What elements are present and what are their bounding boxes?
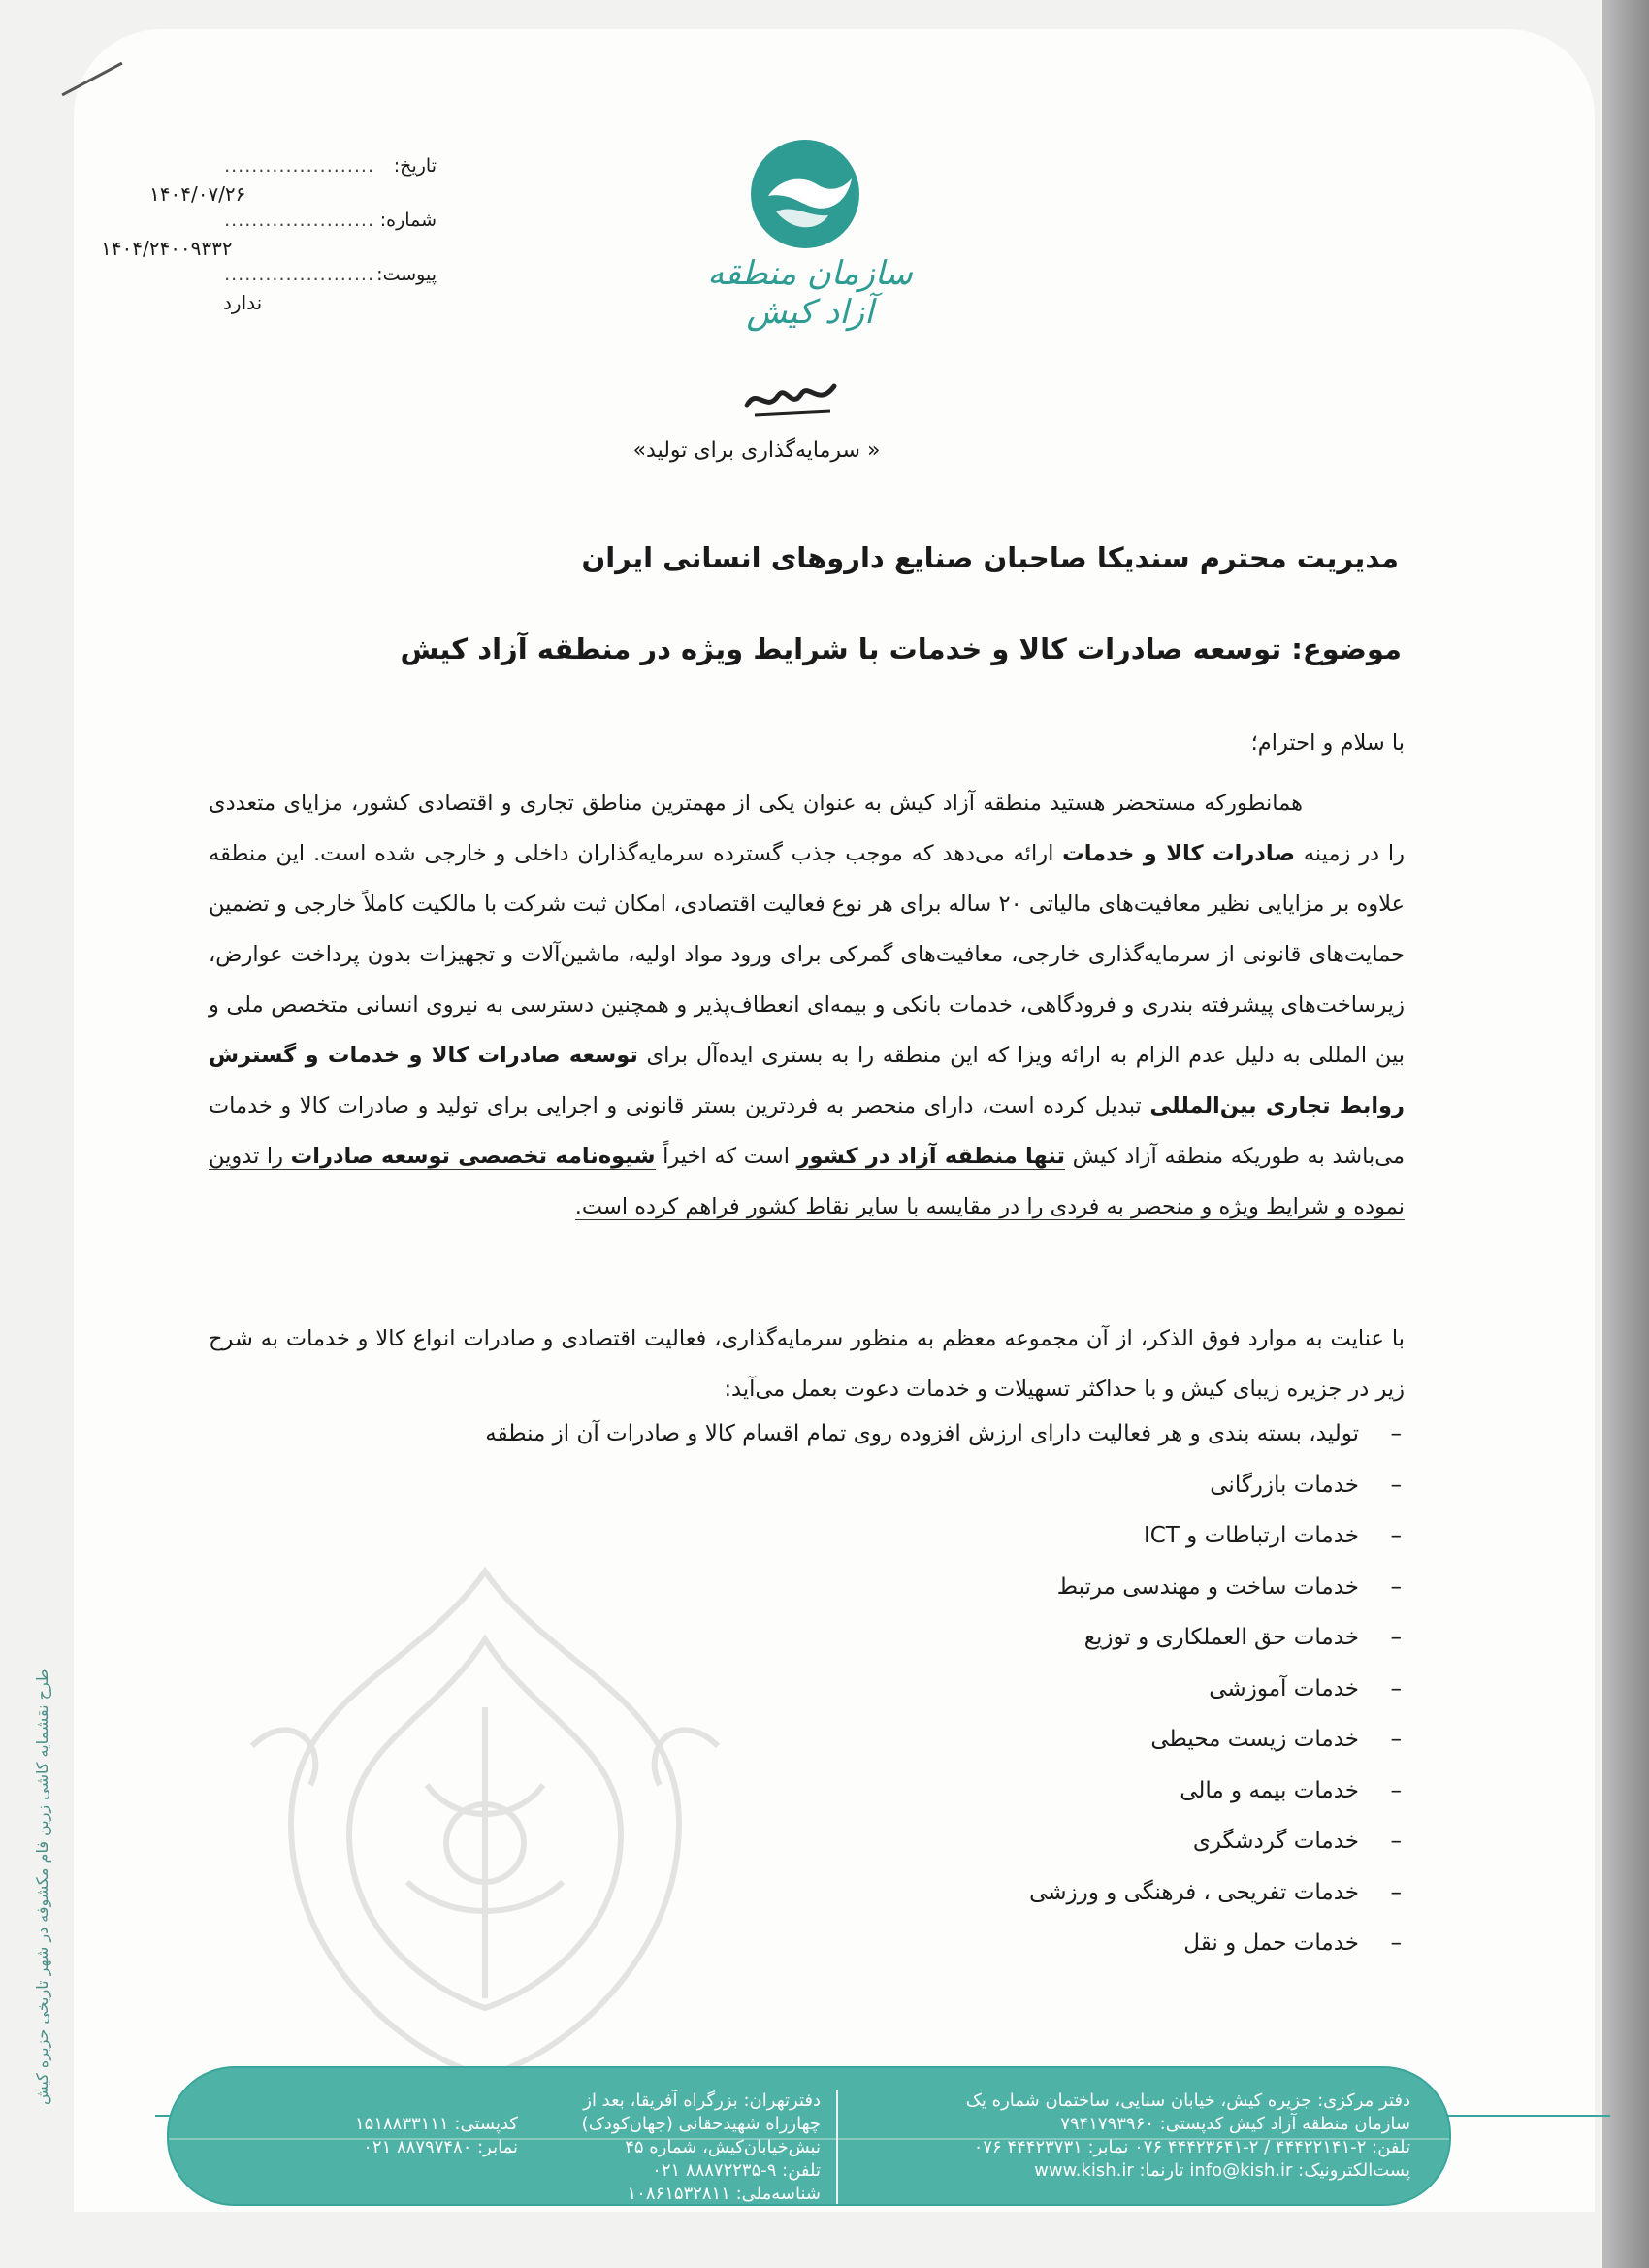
- p1-bold-trade: توسعه صادرات کالا و خدمات و گسترش روابط تجاری بین‌المللی: [209, 1043, 1405, 1118]
- list-item-text: خدمات زیست محیطی: [1150, 1727, 1359, 1752]
- dash: –: [1390, 1777, 1402, 1803]
- number-label: شماره:: [379, 210, 436, 231]
- list-item-text: خدمات ساخت و مهندسی مرتبط: [1056, 1573, 1359, 1600]
- dash: –: [1390, 1930, 1402, 1956]
- p1-text-i: را تدوین نموده و شرایط ویژه و منحصر به فردی را در مقایسه با سایر نقاط کشور فراهم کرده است.: [209, 1144, 1405, 1219]
- date-dots: ......................: [224, 155, 374, 177]
- date-row: [149, 155, 436, 210]
- tehran-phone: تلفن: ۹-۸۸۸۷۲۲۳۵ ۰۲۱: [652, 2160, 821, 2181]
- number-row: [101, 210, 436, 264]
- hq-org-postcode: سازمان منطقه آزاد کیش کدپستی: ۷۹۴۱۷۹۳۹۶۰: [1060, 2114, 1410, 2134]
- dash: –: [1390, 1727, 1402, 1752]
- p1-text-a: همانطورکه مستحضر هستید منطقه آزاد کیش به عنوان یکی از مهمترین مناطق تجاری و اقتصادی کشور، مزایای متعددی را در زمینه: [209, 791, 1405, 866]
- list-item-text: خدمات ارتباطات و ICT: [1143, 1523, 1359, 1548]
- p1-bold-exports: صادرات کالا و خدمات: [1062, 841, 1296, 866]
- list-item-text: خدمات گردشگری: [1192, 1829, 1359, 1854]
- attachment-row: [165, 264, 436, 318]
- p1-bold-only-zone: تنها منطقه آزاد در کشور: [796, 1144, 1065, 1169]
- list-item-text: خدمات حمل و نقل: [1183, 1930, 1359, 1956]
- tehran-street: نبش‌خیابان‌کیش، شماره ۴۵: [625, 2137, 821, 2157]
- list-item: [238, 1460, 1402, 1511]
- tehran-national-id: شناسه‌ملی: ۱۰۸۶۱۵۳۲۸۱۱: [627, 2184, 821, 2204]
- subject: موضوع: توسعه صادرات کالا و خدمات با شرایط ویژه در منطقه آزاد کیش: [400, 632, 1402, 665]
- dash: –: [1390, 1829, 1402, 1854]
- number-value: ۱۴۰۴/۲۴۰۰۹۳۳۲: [101, 237, 233, 260]
- addressee: مدیریت محترم سندیکا صاحبان صنایع داروهای انسانی ایران: [581, 541, 1399, 574]
- list-item-text: خدمات بیمه و مالی: [1180, 1777, 1359, 1803]
- number-dots: ......................: [224, 210, 374, 231]
- org-name: سازمان منطقه آزاد کیش: [707, 254, 913, 332]
- kish-logo-icon: [747, 136, 863, 252]
- list-item-text: خدمات تفریحی ، فرهنگی و ورزشی: [1029, 1879, 1359, 1905]
- hq-phone-fax: تلفن: ۲-۴۴۴۲۲۱۴۱ / ۲-۴۴۴۲۳۶۴۱ ۰۷۶ نمابر: ۴۴۴۲۳۷۳۱ ۰۷۶: [973, 2137, 1410, 2157]
- list-item: [238, 1409, 1402, 1460]
- attachment-label: پیوست:: [376, 264, 436, 285]
- attachment-dots: ......................: [224, 264, 374, 285]
- p1-bold-guideline: شیوه‌نامه تخصصی توسعه صادرات: [290, 1144, 656, 1169]
- date-value: ۱۴۰۴/۰۷/۲۶: [149, 182, 246, 206]
- dash: –: [1390, 1421, 1402, 1446]
- p1-text-g: است که اخیراً: [655, 1144, 797, 1169]
- footer-tehran-extra: [188, 2113, 518, 2159]
- list-item-text: تولید، بسته بندی و هر فعالیت دارای ارزش افزوده روی تمام اقسام کالا و صادرات آن از منطقه: [485, 1421, 1359, 1446]
- dash: –: [1390, 1523, 1402, 1548]
- footer-headquarters: [887, 2090, 1410, 2183]
- scanner-edge: [1602, 0, 1649, 2268]
- hq-address: دفتر مرکزی: جزیره کیش، خیابان سنایی، ساختمان شماره یک: [965, 2090, 1410, 2111]
- list-item-text: خدمات بازرگانی: [1210, 1472, 1359, 1498]
- tehran-address: دفترتهران: بزرگراه آفریقا، بعد از چهارراه شهیدحقانی (جهان‌کودک): [581, 2090, 821, 2134]
- p1-text-c: ارائه می‌دهد که موجب جذب گسترده سرمایه‌گذاران داخلی و خارجی شده است. این منطقه علاوه بر مزایایی نظیر معافیت‌های مالیاتی ۲۰ ساله برای هر نوع فعالیت اقتصادی، امکان ثبت شرکت با مالکیت کاملاً خارجی و تضمین حمایت‌های قانونی از سرمایه‌گذاری خارجی، معافیت‌های گمرکی برای ورود مواد اولیه، ماشین‌آلات و تجهیزات بدون پرداخت عوارض، زیرساخت‌های پیشرفته بندری و فرودگاهی، خدمات بانکی و بیمه‌ای انعطاف‌پذیر و همچنین دسترسی به نیروی انسانی متخصص ملی و بین المللی به دلیل عدم الزام به ارائه ویزا که این منطقه را به بستری ایده‌آل برای: [209, 841, 1405, 1068]
- side-caption: طرح نقشمایه کاشی زرین فام مکشوفه در شهر تاریخی جزیره کیش: [33, 1669, 51, 2105]
- hq-email-web: پست‌الکترونیک: info@kish.ir تارنما: www.kish.ir: [1034, 2160, 1410, 2181]
- dash: –: [1390, 1675, 1402, 1701]
- list-item-text: خدمات حق العملکاری و توزیع: [1083, 1625, 1359, 1650]
- motto: « سرمایه‌گذاری برای تولید»: [632, 438, 881, 463]
- footer-tehran-office: [530, 2090, 838, 2206]
- letter-meta: [101, 155, 436, 318]
- tehran-fax: نمابر: ۸۸۷۹۷۴۸۰ ۰۲۱: [363, 2137, 518, 2157]
- tile-ornament-watermark: [233, 1552, 737, 2095]
- paragraph-2: با عنایت به موارد فوق الذکر، از آن مجموعه معظم به منظور سرمایه‌گذاری، فعالیت اقتصادی و صادرات انواع کالا و خدمات به شرح زیر در جزیره زیبای کیش و با حداکثر تسهیلات و خدمات دعوت بعمل می‌آید:: [209, 1326, 1405, 1402]
- paragraph-1: [209, 778, 1405, 1232]
- dash: –: [1390, 1625, 1402, 1650]
- greeting: با سلام و احترام؛: [1250, 730, 1405, 756]
- list-item-text: خدمات آموزشی: [1209, 1675, 1359, 1701]
- dash: –: [1390, 1472, 1402, 1498]
- tehran-postcode: کدپستی: ۱۵۱۸۸۳۳۱۱۱: [355, 2114, 518, 2134]
- attachment-value: ندارد: [223, 291, 263, 314]
- calligraphy-mark: [737, 367, 844, 425]
- dash: –: [1390, 1573, 1402, 1600]
- dash: –: [1390, 1879, 1402, 1905]
- footer-contact-band: [167, 2066, 1451, 2206]
- date-label: تاریخ:: [393, 155, 436, 177]
- p1-text-e: تبدیل کرده است، دارای منحصر به فردترین بستر قانونی و اجرایی برای تولید و صادرات کالا و خدمات می‌باشد به طوریکه منطقه آزاد کیش: [209, 1093, 1406, 1169]
